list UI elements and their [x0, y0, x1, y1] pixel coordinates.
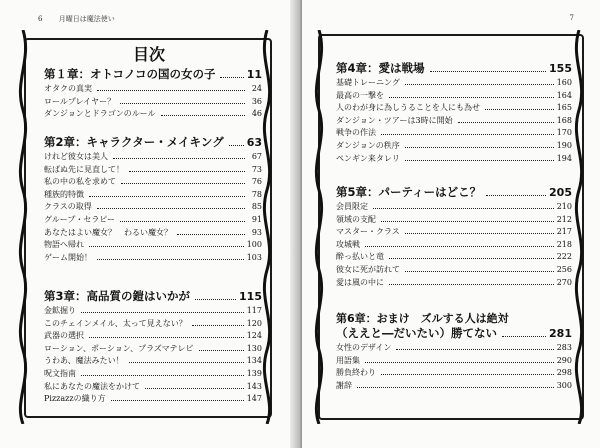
- chapter-title-line1: 第6章：おまけ ズルする人は絶対: [336, 312, 509, 325]
- entry-title: 人のわが身に為しうることを人にも為せ: [336, 103, 480, 113]
- entry-title: 呪文指南: [44, 368, 76, 378]
- entry-page: 194: [556, 153, 572, 163]
- entry-title: マスター・クラス: [336, 227, 400, 237]
- entry-title: 武器の選択: [44, 331, 84, 341]
- entry-page: 134: [246, 356, 262, 366]
- toc-entry[interactable]: [44, 381, 262, 394]
- entry-page: 270: [556, 277, 572, 287]
- toc-entry[interactable]: [44, 164, 262, 177]
- chapter-heading[interactable]: [44, 66, 262, 83]
- chapter-title: 第5章：パーティーはどこ？: [336, 185, 482, 199]
- right-vine-ornament: [310, 30, 328, 424]
- chapter-2: [44, 134, 262, 264]
- entry-title: 愛は風の中に: [336, 277, 384, 287]
- left-running-head: [38, 14, 115, 24]
- toc-entry[interactable]: [336, 90, 572, 103]
- entry-page: 143: [246, 381, 262, 391]
- entry-title: 女性のデザイン: [336, 343, 392, 352]
- entry-title: 謝辞: [336, 380, 352, 390]
- toc-entry[interactable]: [336, 277, 572, 290]
- toc-entry[interactable]: [336, 239, 572, 252]
- left-vine-ornament: [14, 30, 32, 424]
- entry-title: うわあ、魔法みたい！: [44, 356, 124, 366]
- entry-title: オタクの真実: [44, 84, 92, 93]
- entry-title: あなたはよい魔女？ わるい魔女？: [44, 227, 172, 237]
- toc-entry[interactable]: [44, 330, 262, 343]
- entry-page: 168: [556, 115, 572, 125]
- chapter-heading[interactable]: [336, 60, 572, 77]
- entry-title: 戦争の作法: [336, 128, 376, 138]
- entry-page: 139: [246, 368, 262, 378]
- entry-page: 300: [556, 380, 572, 390]
- entry-title: ペンギン来タレリ: [336, 153, 400, 163]
- toc-entry[interactable]: [336, 226, 572, 239]
- entry-title: けれど彼女は美人: [44, 152, 108, 161]
- chapter-title-line2: （ええと―だいたい）勝てない: [336, 326, 497, 340]
- entry-page: 147: [246, 394, 262, 404]
- toc-entry[interactable]: [336, 201, 572, 214]
- entry-page: 67: [251, 152, 262, 161]
- toc-entry[interactable]: [44, 96, 262, 109]
- entry-page: 120: [246, 318, 262, 328]
- entry-title: 領域の支配: [336, 214, 376, 224]
- toc-entry[interactable]: [336, 127, 572, 140]
- entry-page: 212: [556, 214, 572, 224]
- entry-page: 283: [556, 343, 572, 352]
- entry-page: 46: [251, 109, 262, 119]
- left-page-number: 6: [38, 15, 43, 23]
- right-page: [302, 0, 600, 448]
- entry-page: 91: [251, 214, 262, 224]
- entry-page: 290: [556, 355, 572, 365]
- chapter-5: [336, 184, 572, 289]
- toc-entry[interactable]: [336, 380, 572, 393]
- chapter-heading-line2[interactable]: [336, 325, 572, 342]
- chapter-page: 11: [246, 68, 262, 81]
- entry-title: 攻城戦: [336, 239, 360, 249]
- entry-page: 298: [556, 368, 572, 378]
- toc-entry[interactable]: [336, 115, 572, 128]
- entry-title: 勝負終わり: [336, 368, 376, 378]
- toc-entry[interactable]: [44, 355, 262, 368]
- entry-page: 103: [246, 252, 262, 262]
- chapter-title: 第4章：愛は戦場: [336, 61, 425, 75]
- running-head-title: 月曜日は魔法使い: [58, 15, 115, 23]
- entry-page: 164: [556, 90, 572, 100]
- chapter-3: [44, 288, 262, 406]
- entry-page: 76: [251, 177, 262, 187]
- toc-entry[interactable]: [44, 252, 262, 265]
- entry-page: 36: [251, 96, 262, 106]
- entry-title: ローション、ポーション、プラズマテレビ: [44, 343, 194, 353]
- chapter-heading-line1[interactable]: [336, 310, 572, 325]
- chapter-page: 115: [239, 290, 262, 303]
- toc-entry[interactable]: [44, 343, 262, 356]
- entry-title: このチェインメイル、太って見えない？: [44, 318, 187, 328]
- toc-entry[interactable]: [44, 108, 262, 121]
- entry-page: 190: [556, 140, 572, 150]
- entry-title: ダンジョンとドラゴンのルール: [44, 109, 156, 119]
- toc-entry[interactable]: [44, 393, 262, 406]
- entry-page: 218: [556, 239, 572, 249]
- toc-entry[interactable]: [44, 176, 262, 189]
- toc-entry[interactable]: [336, 367, 572, 380]
- chapter-page: 205: [549, 186, 572, 199]
- entry-page: 160: [556, 78, 572, 87]
- entry-page: 85: [251, 202, 262, 212]
- entry-title: 私の中の私を求めて: [44, 177, 116, 187]
- chapter-title: 第2章：キャラクター・メイキング: [44, 135, 224, 149]
- left-page: [0, 0, 298, 448]
- toc-entry[interactable]: [44, 239, 262, 252]
- entry-page: 217: [556, 227, 572, 237]
- chapter-1: [44, 66, 262, 121]
- entry-title: 酔っ払いと竜: [336, 252, 384, 262]
- toc-entry[interactable]: [44, 318, 262, 331]
- toc-entry[interactable]: [336, 342, 572, 355]
- entry-title: クラスの取得: [44, 202, 92, 212]
- toc-entry[interactable]: [44, 227, 262, 240]
- toc-entry[interactable]: [44, 201, 262, 214]
- entry-page: 117: [246, 306, 262, 315]
- chapter-page: 281: [549, 327, 572, 340]
- entry-page: 222: [556, 252, 572, 262]
- entry-title: ゲーム開始！: [44, 252, 92, 262]
- entry-title: Pizzazzの織り方: [44, 394, 106, 404]
- entry-title: 基礎トレーニング: [336, 78, 400, 87]
- entry-title: 物語へ帰れ: [44, 240, 84, 250]
- toc-entry[interactable]: [336, 77, 572, 90]
- toc-entry[interactable]: [336, 355, 572, 368]
- entry-title: 転ばぬ先に見直して！: [44, 164, 124, 174]
- entry-title: 私にあなたの魔法をかけて: [44, 381, 140, 391]
- entry-title: ダンジョン・ツアーは3時に開始: [336, 115, 453, 125]
- toc-entry[interactable]: [336, 214, 572, 227]
- entry-title: 最高の一撃を: [336, 90, 384, 100]
- entry-page: 170: [556, 128, 572, 138]
- entry-title: 種族的特徴: [44, 189, 84, 199]
- toc-entry[interactable]: [44, 214, 262, 227]
- entry-title: 会員限定: [336, 202, 368, 211]
- entry-page: 73: [251, 164, 262, 174]
- toc-entry[interactable]: [44, 83, 262, 96]
- chapter-heading[interactable]: [336, 184, 572, 201]
- chapter-page: 63: [246, 136, 262, 149]
- entry-title: ロールプレイヤー？: [44, 96, 116, 106]
- entry-title: ダンジョンの秩序: [336, 140, 400, 150]
- entry-page: 256: [556, 264, 572, 274]
- entry-title: 彼女に死が訪れて: [336, 264, 400, 274]
- chapter-4: [336, 60, 572, 165]
- entry-title: 用語集: [336, 355, 360, 365]
- entry-page: 165: [556, 103, 572, 113]
- chapter-6: [336, 310, 572, 392]
- entry-title: 金鉱掘り: [44, 306, 76, 315]
- entry-page: 130: [246, 343, 262, 353]
- entry-page: 93: [251, 227, 262, 237]
- entry-page: 124: [246, 331, 262, 341]
- toc-entry[interactable]: [336, 251, 572, 264]
- entry-page: 24: [251, 84, 262, 93]
- toc-entry[interactable]: [336, 264, 572, 277]
- entry-page: 210: [556, 202, 572, 211]
- chapter-title: 第3章：高品質の鎧はいかが: [44, 289, 191, 303]
- toc-entry[interactable]: [44, 151, 262, 164]
- entry-title: グループ・セラピー: [44, 214, 116, 224]
- chapter-title: 第１章：オトコノコの国の女の子: [44, 67, 216, 81]
- toc-entry[interactable]: [44, 189, 262, 202]
- chapter-heading[interactable]: [44, 134, 262, 151]
- chapter-heading[interactable]: [44, 288, 262, 305]
- right-page-number: 7: [569, 14, 574, 22]
- toc-entry[interactable]: [44, 305, 262, 318]
- toc-entry[interactable]: [336, 153, 572, 166]
- right-vine-ornament-right: [570, 30, 588, 424]
- toc-entry[interactable]: [44, 368, 262, 381]
- toc-entry[interactable]: [336, 140, 572, 153]
- entry-page: 78: [251, 189, 262, 199]
- entry-page: 100: [246, 240, 262, 250]
- chapter-page: 155: [549, 62, 572, 75]
- toc-entry[interactable]: [336, 102, 572, 115]
- toc-title: 目次: [132, 45, 165, 64]
